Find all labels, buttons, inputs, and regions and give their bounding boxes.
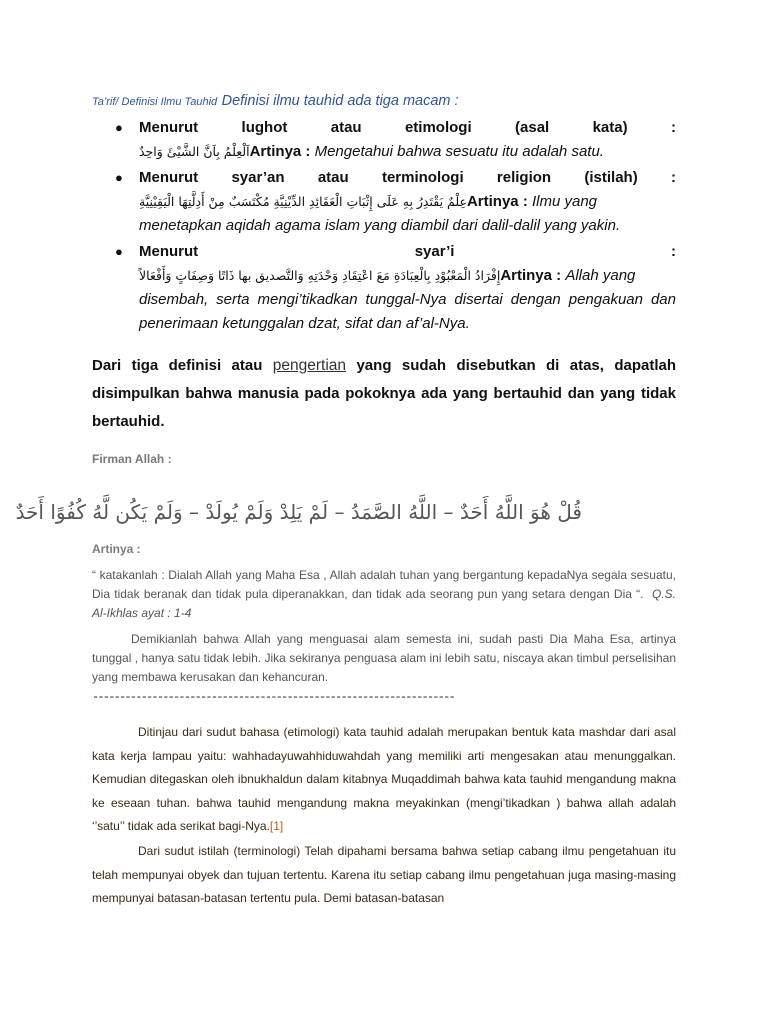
artinya-label: Artinya : [500, 267, 562, 284]
definition-body [139, 140, 676, 164]
quran-reference: Q.S. Al-Ikhlas ayat : 1-4 [92, 587, 676, 620]
firman-label: Firman Allah : [92, 452, 172, 466]
definition-meaning: Mengetahui bahwa sesuatu itu adalah satu. [314, 143, 604, 160]
explanation-paragraph: Demikianlah bahwa Allah yang menguasai alam semesta ini, sudah pasti Dia Maha Esa, artinya tunggal , hanya satu tidak lebih. Jika sekiranya penguasa alam ini lebih satu, niscaya akan timbul perselisihan yang membawa kerusakan dan kehancuran. [92, 632, 676, 684]
definition-body [139, 264, 676, 288]
etimologi-paragraph: Ditinjau dari sudut bahasa (etimologi) kata tauhid adalah merupakan bentuk kata mashdar dari asal kata kerja lampau yaitu: wahhadayuwahhiduwahdah yang memiliki arti mengesakan atau menunggalkan. Kemudian ditegaskan oleh ibnukhaldun dalam kitabnya Muqaddimah bahwa kata tauhid mengandung makna ke eseaan tuhan. bahwa tauhid mengandung makna meyakinkan (mengi’tikadkan ) bahwa allah adalah ‘’satu’’ tidak ada serikat bagi-Nya.[1] [92, 725, 676, 833]
artinya-heading: Artinya : [92, 542, 141, 556]
divider-line: ------------------------------------------------------------------- [92, 690, 454, 704]
definition-meaning-continued: disembah, serta mengi’tikadkan tunggal-Nya disertai dengan pengakuan dan penerimaan ketunggalan dzat, sifat dan af’al-Nya. [139, 291, 676, 332]
bullet-icon: ● [115, 120, 123, 135]
footnote-link[interactable]: [1] [269, 819, 284, 833]
definition-item-syari [92, 240, 676, 336]
pengertian-link[interactable]: pengertian [272, 357, 347, 374]
artinya-label: Artinya : [249, 143, 311, 160]
arabic-definition: عِلْمٌ يَقْتَدِرُ بِهِ عَلَى إِثْبَاتِ الْعَقَائِدِ الدِّيْنِيَّةِ مُكْتَسَبٌ مِنْ أَدِلَّتِهَا الْيَقِيْنِيَّةِ [139, 194, 467, 209]
heading-small-text: Ta’rif/ Definisi Ilmu Tauhid [92, 96, 218, 108]
arabic-definition: إِفْرَادُ الْمَعْبُوْدِ بِالْعِبَادَةِ مَعَ اعْتِقَادِ وَحْدَتِهِ وَالتَّصديق بها ذَاتًا وَصِفَاتٍ وَأَفْعَالاً [139, 268, 501, 283]
definition-head: Menurut syar’an atau terminologi religion (istilah) : [139, 169, 676, 186]
conclusion-paragraph: Dari tiga definisi atau pengertian yang sudah disebutkan di atas, dapatlah disimpulkan bahwa manusia pada pokoknya ada yang bertauhid dan yang tidak bertauhid. [92, 357, 677, 430]
definition-body [139, 190, 676, 214]
artinya-label: Artinya : [466, 193, 528, 210]
bullet-icon: ● [115, 170, 123, 185]
translation-paragraph: “ katakanlah : Dialah Allah yang Maha Esa , Allah adalah tuhan yang bergantung kepadaNya segala sesuatu, Dia tidak beranak dan tidak pula diperanakkan, dan tidak ada seorang pun yang setara dengan Dia “. Q.S. Al-Ikhlas ayat : 1-4 [92, 568, 676, 620]
definition-item-syaran [92, 166, 676, 238]
definition-list [92, 116, 676, 336]
terminologi-paragraph: Dari sudut istilah (terminologi) Telah dipahami bersama bahwa setiap cabang ilmu pengetahuan itu telah mempunyai obyek dan tujuan tertentu. Karena itu setiap cabang ilmu pengetahuan juga masing-masing mempunyai batasan-batasan tertentu pula. Demi batasan-batasan [92, 844, 676, 905]
bullet-icon: ● [115, 244, 123, 259]
definition-meaning: Allah yang [565, 267, 636, 284]
definition-head: Menurut syar’i : [139, 243, 676, 260]
definition-meaning: Ilmu yang [531, 193, 598, 210]
definition-meaning-continued: menetapkan aqidah agama islam yang diambil dari dalil-dalil yang yakin. [139, 217, 621, 234]
definition-head: Menurut lughot atau etimologi (asal kata) : [139, 119, 676, 136]
arabic-definition: اَلْعِلْمُ بِاَنَّ الشَّيْئَ وَاحِدٌ [139, 144, 250, 159]
section-heading [92, 92, 692, 110]
arabic-verse: قُلْ هُوَ اللَّهُ أَحَدٌ – اللَّهُ الصَّمَدُ – لَمْ يَلِدْ وَلَمْ يُولَدْ – وَلَمْ يَكُن لَّهُ كُفُوًا أَحَدٌ [15, 500, 582, 524]
heading-large-text: Definisi ilmu tauhid ada tiga macam : [221, 93, 459, 109]
definition-item-lughot [92, 116, 676, 164]
